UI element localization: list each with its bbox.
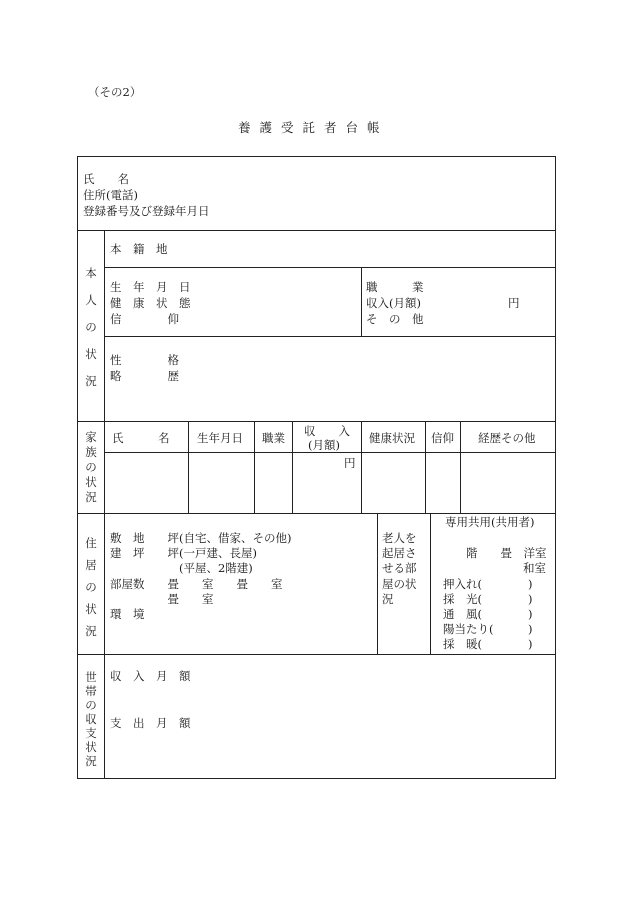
income-yen: 円 <box>508 296 520 310</box>
family-col-income-sub: (月額) <box>308 438 340 452</box>
family-col-line <box>292 421 293 514</box>
row-divider <box>77 230 556 231</box>
shared-label: 専用共用(共用者) <box>445 515 535 529</box>
housing-section-char: 居 <box>85 558 97 572</box>
household-section-char: 収 <box>85 712 97 726</box>
person-section-char: の <box>85 320 97 334</box>
ventilation-item: 通 風( ) <box>443 607 533 621</box>
housing-floors: (平屋、2階建) <box>110 561 253 575</box>
family-col-birth: 生年月日 <box>197 431 243 445</box>
household-section-char: 況 <box>85 754 97 768</box>
elder-room-line: 起居さ <box>382 546 417 560</box>
housing-col-line <box>377 513 378 655</box>
housing-land: 敷 地 坪(自宅、借家、その他) <box>110 531 292 545</box>
family-col-name: 氏 名 <box>112 431 170 445</box>
elder-room-line: 況 <box>382 592 394 606</box>
family-header-divider <box>104 452 556 453</box>
household-section-char: 状 <box>85 740 97 754</box>
japanese-room-label: 和室 <box>523 561 546 575</box>
row-divider <box>104 267 556 268</box>
family-section-char: の <box>85 460 97 474</box>
document-label: （その2） <box>88 85 142 99</box>
housing-section-char: 状 <box>85 602 97 616</box>
family-col-line <box>361 421 362 514</box>
monthly-expense-label: 支 出 月 額 <box>110 716 191 730</box>
sunlight-item: 陽当たり( ) <box>443 622 533 636</box>
family-section-char: 況 <box>85 490 97 504</box>
family-col-line <box>188 421 189 514</box>
floor-label: 階 畳 洋室 <box>466 546 547 560</box>
household-section-char: 支 <box>85 726 97 740</box>
elder-room-line: 屋の状 <box>382 577 417 591</box>
housing-environment: 環 境 <box>110 607 145 621</box>
domicile-label: 本 籍 地 <box>110 242 168 256</box>
housing-rooms-2: 畳 室 <box>110 592 214 606</box>
household-section-char: の <box>85 698 97 712</box>
person-section-char: 人 <box>85 293 97 307</box>
housing-section-char: 況 <box>85 624 97 638</box>
birthdate-label: 生 年 月 日 <box>110 280 191 294</box>
row-divider <box>77 421 556 422</box>
table-right-border <box>555 156 556 779</box>
table-top-border <box>77 156 556 157</box>
family-col-income: 収 入 <box>304 424 350 438</box>
heating-item: 採 暖( ) <box>443 637 533 651</box>
person-section-char: 本 <box>85 266 97 280</box>
family-col-history: 経歴その他 <box>478 431 536 445</box>
table-bottom-border <box>77 778 556 779</box>
personality-label: 性 格 <box>110 353 179 367</box>
lighting-item: 採 光( ) <box>443 592 533 606</box>
name-label: 氏 名 <box>83 172 129 186</box>
family-col-health: 健康状況 <box>369 431 415 445</box>
elder-room-line: 老人を <box>382 531 417 545</box>
housing-building: 建 坪 坪(一戸建、長屋) <box>110 546 257 560</box>
family-income-yen: 円 <box>344 456 356 470</box>
family-section-char: 家 <box>85 430 97 444</box>
health-label: 健 康 状 態 <box>110 296 191 310</box>
row-divider <box>104 336 556 337</box>
person-section-char: 状 <box>85 347 97 361</box>
income-label: 収入(月額) <box>366 296 421 310</box>
row-divider <box>77 654 556 655</box>
closet-item: 押入れ( ) <box>443 577 533 591</box>
history-label: 略 歴 <box>110 369 179 383</box>
family-col-line <box>460 421 461 514</box>
family-section-char: 状 <box>85 475 97 489</box>
housing-rooms: 部屋数 畳 室 畳 室 <box>110 577 283 591</box>
label-column-line <box>104 230 105 779</box>
occupation-label: 職 業 <box>366 280 424 294</box>
faith-label: 信 仰 <box>110 312 179 326</box>
housing-section-char: 住 <box>85 536 97 550</box>
other-label: そ の 他 <box>366 312 424 326</box>
family-col-line <box>254 421 255 514</box>
row-divider <box>77 513 556 514</box>
household-section-char: 帯 <box>85 684 97 698</box>
person-middle-line <box>361 267 362 337</box>
person-section-char: 況 <box>85 374 97 388</box>
registration-label: 登録番号及び登録年月日 <box>83 204 210 218</box>
household-section-char: 世 <box>85 670 97 684</box>
family-col-line <box>425 421 426 514</box>
elder-room-line: せる部 <box>382 561 417 575</box>
table-left-border <box>77 156 78 779</box>
family-col-job: 職業 <box>262 431 285 445</box>
monthly-income-label: 収 入 月 額 <box>110 669 191 683</box>
document-title: 養護受託者台帳 <box>238 120 389 135</box>
family-section-char: 族 <box>85 445 97 459</box>
housing-col-line <box>430 513 431 655</box>
address-label: 住所(電話) <box>83 188 138 202</box>
family-col-faith: 信仰 <box>431 431 454 445</box>
housing-section-char: の <box>85 580 97 594</box>
